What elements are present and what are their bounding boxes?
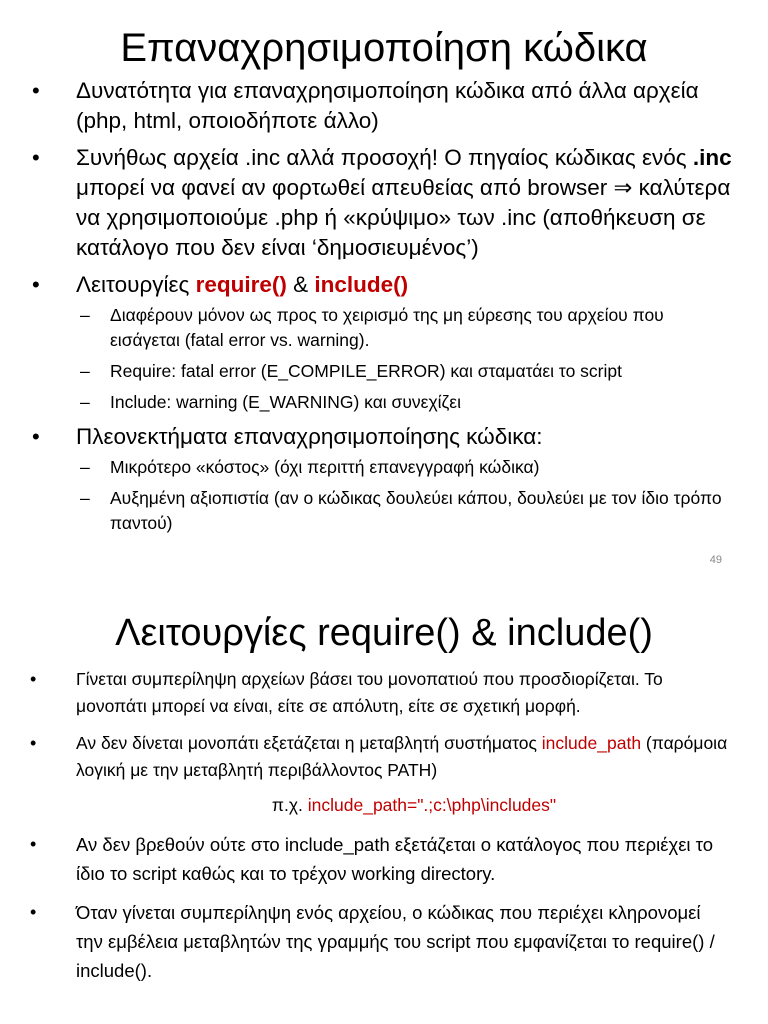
bullet-item [32,143,738,263]
bullet-dot-icon: • [32,145,40,170]
sub-bullet-item [80,303,738,353]
bullet-text: Αν δεν δίνεται μονοπάτι εξετάζεται η μεταβλητή συστήματος [76,733,542,753]
bullet-dot-icon: • [32,272,40,297]
bullet-text: (παρόμοια λογική με την μεταβλητή περιβάλλοντος PATH) [76,733,728,780]
bullet-text: & [286,272,315,297]
sub-bullet-list [80,303,738,415]
bullet-list [30,666,728,784]
dash-icon: – [80,305,90,325]
bullet-text: Δυνατότητα για επαναχρησιμοποίηση κώδικα από άλλα αρχεία (php, html, οποιοδήποτε άλλο) [76,78,699,133]
dash-icon: – [80,392,90,412]
bullet-text: Πλεονεκτήματα επαναχρησιμοποίησης κώδικα: [76,424,543,449]
example-prefix: π.χ. [271,795,308,815]
bullet-item [30,830,728,888]
bullet-list [32,76,738,536]
require-keyword: require() [195,272,287,297]
bullet-text: Όταν γίνεται συμπερίληψη ενός αρχείου, ο κώδικας που περιέχει κληρονομεί την εμβέλεια μεταβλητών της γραμμής του script που εμφανίζεται το require() / include(). [76,902,715,981]
sub-bullet-text: Require: fatal error (E_COMPILE_ERROR) και σταματάει το script [110,361,622,381]
include-path-keyword: include_path [541,733,642,753]
sub-bullet-item [80,390,738,415]
example-code: include_path=".;c:\php\includes" [307,795,557,815]
sub-bullet-text: Αυξημένη αξιοπιστία (αν ο κώδικας δουλεύει κάπου, δουλεύει με τον ίδιο τρόπο παντού) [110,488,722,533]
sub-bullet-text: Μικρότερο «κόστος» (όχι περιττή επανεγγραφή κώδικα) [110,457,540,477]
dash-icon: – [80,488,90,508]
slide-title: Επαναχρησιμοποίηση κώδικα [120,26,648,70]
bullet-text: Αν δεν βρεθούν ούτε στο include_path εξετάζεται ο κατάλογος που περιέχει το ίδιο το script καθώς και το τρέχον working directory. [76,834,714,884]
bullet-dot-icon: • [30,834,37,854]
bullet-dot-icon: • [30,669,37,689]
example-line [0,792,768,818]
bullet-item [32,270,738,415]
slide-require-include [0,590,768,1024]
bullet-item [32,76,738,136]
bullet-dot-icon: • [30,902,37,922]
dash-icon: – [80,457,90,477]
page-number: 49 [709,554,722,566]
include-keyword: include() [314,272,409,297]
sub-bullet-item [80,455,738,480]
inc-keyword: .inc [692,145,732,170]
slide-title: Λειτουργίες require() & include() [115,612,653,654]
bullet-dot-icon: • [32,78,40,103]
bullet-item [30,666,728,720]
sub-bullet-item [80,486,738,536]
bullet-dot-icon: • [32,424,40,449]
bullet-item [32,422,738,536]
implies-arrow-icon: ⇒ [613,175,633,200]
bullet-text: καλύτερα να χρησιμοποιούμε .php ή «κρύψιμο» των .inc (αποθήκευση σε κατάλογο που δεν είναι ‘δημοσιευμένος’) [76,175,731,260]
bullet-item [30,730,728,784]
dash-icon: – [80,361,90,381]
sub-bullet-text: Διαφέρουν μόνον ως προς το χειρισμό της μη εύρεσης του αρχείου που εισάγεται (fatal error vs. warning). [110,305,664,350]
bullet-dot-icon: • [30,733,37,753]
bullet-text: μπορεί να φανεί αν φορτωθεί απευθείας από browser [76,175,614,200]
sub-bullet-item [80,359,738,384]
bullet-item [30,898,728,985]
sub-bullet-text: Include: warning (E_WARNING) και συνεχίζει [110,392,461,412]
bullet-text: Γίνεται συμπερίληψη αρχείων βάσει του μονοπατιού που προσδιορίζεται. Το μονοπάτι μπορεί να είναι, είτε σε απόλυτη, είτε σε σχετική μορφή. [76,669,663,716]
sub-bullet-list [80,455,738,536]
bullet-list [30,830,728,985]
bullet-text: Λειτουργίες [76,272,196,297]
bullet-text: Συνήθως αρχεία .inc αλλά προσοχή! Ο πηγαίος κώδικας ενός [76,145,693,170]
